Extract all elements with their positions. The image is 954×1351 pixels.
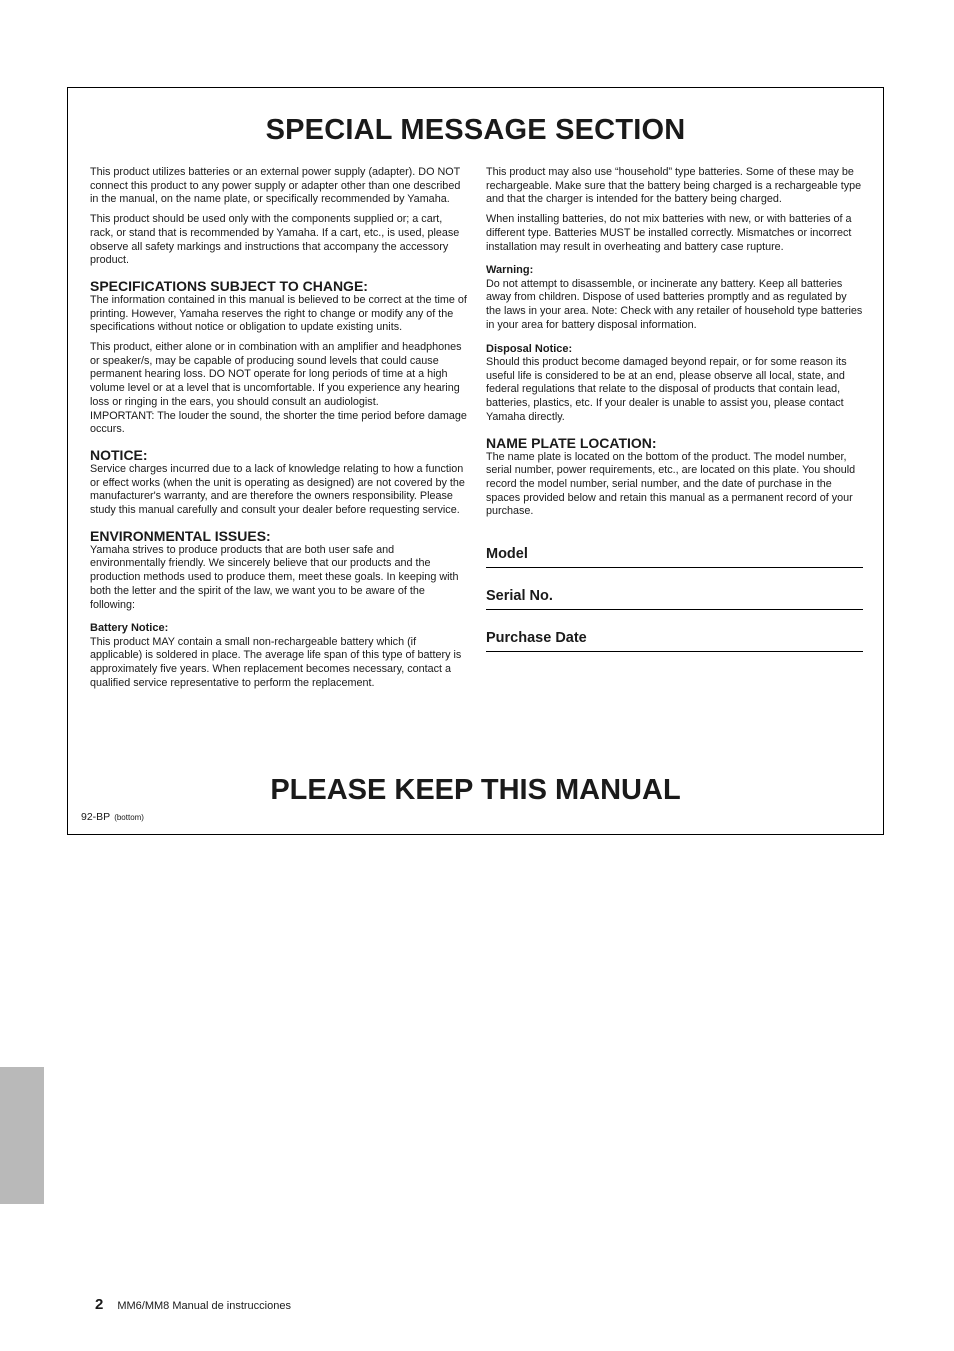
battery-notice-heading: Battery Notice: bbox=[90, 622, 169, 635]
intro-paragraph-2: This product should be used only with the components supplied or; a cart, rack, or stand that is recommended by Yamaha. If a cart, etc., is used, please observe all safety markings and instructions that accompany the accessory product. bbox=[90, 213, 460, 267]
page-number: 2 bbox=[95, 1296, 104, 1313]
footer-text: MM6/MM8 Manual de instrucciones bbox=[117, 1300, 291, 1312]
document-code bbox=[81, 811, 144, 823]
spec-paragraph-3: IMPORTANT: The louder the sound, the shorter the time period before damage occurs. bbox=[90, 409, 467, 436]
right-column bbox=[486, 166, 863, 652]
keep-manual-title: PLEASE KEEP THIS MANUAL bbox=[270, 774, 681, 806]
side-tab-marker bbox=[0, 1067, 44, 1204]
model-field: Model bbox=[486, 546, 863, 568]
spec-heading: SPECIFICATIONS SUBJECT TO CHANGE: bbox=[90, 277, 368, 294]
notice-paragraph: Service charges incurred due to a lack of knowledge relating to how a function or effect works (when the unit is operating as designed) are not covered by the manufacturer's warranty, and are therefore the owners responsibility. Please study this manual carefully and consult your dealer before requesting service. bbox=[90, 462, 465, 517]
serial-number-field: Serial No. bbox=[486, 588, 863, 610]
name-plate-heading: NAME PLATE LOCATION: bbox=[486, 434, 657, 451]
name-plate-paragraph: The name plate is located on the bottom of the product. The model number, serial number, power requirements, etc., are located on this plate. You should record the model number, serial number, and the date of purchase in the spaces provided below and retain this manual as a permanent record of your purchase. bbox=[486, 450, 856, 518]
special-message-box bbox=[67, 87, 884, 835]
left-column bbox=[90, 166, 467, 697]
purchase-date-field: Purchase Date bbox=[486, 630, 863, 652]
page-footer bbox=[95, 1296, 291, 1313]
intro-paragraph-1: This product utilizes batteries or an external power supply (adapter). DO NOT connect this product to any power supply or adapter other than one described in the manual, on the name plate, or specifically recommended by Yamaha. bbox=[90, 166, 461, 206]
warning-paragraph: Do not attempt to disassemble, or incinerate any battery. Keep all batteries away from children. Dispose of used batteries promptly and as regulated by the laws in your area. Note: Check with any retailer of household type batteries in your area for battery disposal information. bbox=[486, 277, 863, 331]
spec-paragraph-1: The information contained in this manual is believed to be correct at the time of printing. However, Yamaha reserves the right to change or modify any of the specifications without notice or obligation to update existing units. bbox=[90, 293, 467, 334]
spec-paragraph-2: This product, either alone or in combination with an amplifier and headphones or speaker/s, may be capable of producing sound levels that could cause permanent hearing loss. DO NOT operate for long periods of time at a high volume level or at a level that is uncomfortable. If you experience any hearing loss or ringing in the ears, you should consult an audiologist. bbox=[90, 341, 462, 408]
document-code-sub: (bottom) bbox=[114, 813, 144, 822]
battery-notice-paragraph: This product MAY contain a small non-rechargeable battery which (if applicable) is soldered in place. The average life span of this type of battery is approximately five years. When replacement becomes necessary, contact a qualified service representative to perform the replacement. bbox=[90, 635, 462, 689]
notice-heading: NOTICE: bbox=[90, 446, 148, 463]
household-paragraph-1: This product may also use “household” type batteries. Some of these may be rechargeable. Make sure that the battery being charged is a rechargeable type and that the charger is intended for the battery being charged. bbox=[486, 166, 862, 206]
special-message-title: SPECIAL MESSAGE SECTION bbox=[265, 114, 686, 146]
household-paragraph-2: When installing batteries, do not mix batteries with new, or with batteries of a different type. Batteries MUST be installed correctly. Mismatches or incorrect installation may result in overheating and battery case rupture. bbox=[486, 213, 852, 253]
disposal-notice-paragraph: Should this product become damaged beyond repair, or for some reason its useful life is considered to be at an end, please observe all local, state, and federal regulations that relate to the disposal of products that contain lead, batteries, plastics, etc. If your dealer is unable to assist you, please contact Yamaha directly. bbox=[486, 356, 847, 423]
disposal-notice-heading: Disposal Notice: bbox=[486, 342, 573, 355]
environmental-paragraph: Yamaha strives to produce products that are both user safe and environmentally friendly. We sincerely believe that our products and the production methods used to produce them, meet these goals. In keeping with both the letter and the spirit of the law, we want you to be aware of the following: bbox=[90, 543, 459, 611]
document-code-main: 92-BP bbox=[81, 811, 111, 823]
warning-heading: Warning: bbox=[486, 264, 534, 277]
environmental-heading: ENVIRONMENTAL ISSUES: bbox=[90, 527, 271, 544]
